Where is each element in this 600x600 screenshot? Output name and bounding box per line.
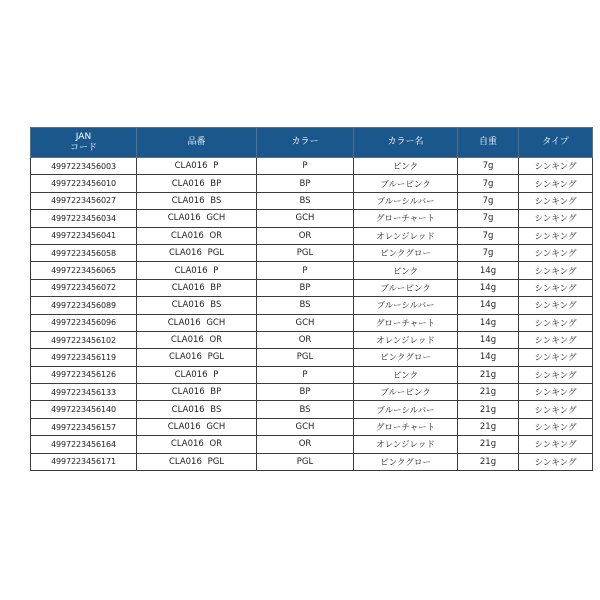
cell-type: シンキング	[519, 279, 593, 296]
cell-color-name: ピンクグロー	[354, 349, 458, 366]
cell-type: シンキング	[519, 175, 593, 192]
cell-product-code: CLA016 P	[137, 366, 257, 383]
table-row	[31, 453, 593, 470]
cell-color-name: ピンクグロー	[354, 244, 458, 261]
cell-type: シンキング	[519, 192, 593, 209]
table-row	[31, 384, 593, 401]
cell-jan-code: 4997223456072	[31, 279, 137, 296]
cell-jan-code: 4997223456133	[31, 384, 137, 401]
table-row	[31, 192, 593, 209]
cell-color-name: ブルーピンク	[354, 384, 458, 401]
cell-jan-code: 4997223456027	[31, 192, 137, 209]
cell-jan-code: 4997223456140	[31, 401, 137, 418]
cell-type: シンキング	[519, 384, 593, 401]
cell-product-code: CLA016 PGL	[137, 453, 257, 470]
cell-product-code: CLA016 BS	[137, 401, 257, 418]
cell-product-code: CLA016 P	[137, 262, 257, 279]
cell-color: BP	[257, 175, 354, 192]
table-row	[31, 331, 593, 348]
cell-color: GCH	[257, 314, 354, 331]
table-row	[31, 297, 593, 314]
header-color-name: カラー名	[354, 128, 458, 158]
cell-product-code: CLA016 PGL	[137, 244, 257, 261]
cell-jan-code: 4997223456034	[31, 210, 137, 227]
cell-color: BP	[257, 279, 354, 296]
table-body	[31, 158, 593, 471]
cell-weight: 21g	[458, 436, 519, 453]
cell-jan-code: 4997223456003	[31, 158, 137, 175]
table-row	[31, 349, 593, 366]
table-row	[31, 401, 593, 418]
cell-color-name: ブルーシルバー	[354, 297, 458, 314]
cell-jan-code: 4997223456041	[31, 227, 137, 244]
table-row	[31, 210, 593, 227]
cell-weight: 14g	[458, 262, 519, 279]
cell-color-name: ピンク	[354, 366, 458, 383]
cell-weight: 14g	[458, 331, 519, 348]
cell-jan-code: 4997223456065	[31, 262, 137, 279]
cell-jan-code: 4997223456102	[31, 331, 137, 348]
cell-type: シンキング	[519, 227, 593, 244]
cell-weight: 21g	[458, 418, 519, 435]
cell-color: PGL	[257, 349, 354, 366]
cell-jan-code: 4997223456126	[31, 366, 137, 383]
cell-jan-code: 4997223456171	[31, 453, 137, 470]
cell-color: GCH	[257, 418, 354, 435]
cell-product-code: CLA016 GCH	[137, 418, 257, 435]
cell-type: シンキング	[519, 436, 593, 453]
header-weight: 自重	[458, 128, 519, 158]
cell-color: BP	[257, 384, 354, 401]
cell-type: シンキング	[519, 244, 593, 261]
cell-color: OR	[257, 436, 354, 453]
cell-product-code: CLA016 BP	[137, 279, 257, 296]
cell-weight: 7g	[458, 175, 519, 192]
cell-color-name: ブルーピンク	[354, 175, 458, 192]
cell-color: PGL	[257, 244, 354, 261]
cell-product-code: CLA016 GCH	[137, 314, 257, 331]
cell-color: GCH	[257, 210, 354, 227]
cell-weight: 7g	[458, 210, 519, 227]
cell-product-code: CLA016 OR	[137, 227, 257, 244]
cell-color: BS	[257, 401, 354, 418]
cell-product-code: CLA016 BS	[137, 297, 257, 314]
cell-color: BS	[257, 192, 354, 209]
cell-jan-code: 4997223456096	[31, 314, 137, 331]
table-row	[31, 227, 593, 244]
cell-jan-code: 4997223456058	[31, 244, 137, 261]
cell-type: シンキング	[519, 297, 593, 314]
cell-color-name: ピンク	[354, 262, 458, 279]
header-color: カラー	[257, 128, 354, 158]
cell-type: シンキング	[519, 453, 593, 470]
cell-type: シンキング	[519, 158, 593, 175]
cell-color-name: ブルーシルバー	[354, 192, 458, 209]
cell-color-name: グローチャート	[354, 418, 458, 435]
cell-type: シンキング	[519, 210, 593, 227]
cell-type: シンキング	[519, 349, 593, 366]
table-row	[31, 158, 593, 175]
cell-color: P	[257, 262, 354, 279]
cell-weight: 14g	[458, 279, 519, 296]
cell-jan-code: 4997223456089	[31, 297, 137, 314]
cell-weight: 21g	[458, 401, 519, 418]
cell-color-name: オレンジレッド	[354, 227, 458, 244]
cell-product-code: CLA016 P	[137, 158, 257, 175]
cell-weight: 14g	[458, 297, 519, 314]
cell-weight: 14g	[458, 314, 519, 331]
cell-jan-code: 4997223456164	[31, 436, 137, 453]
cell-product-code: CLA016 PGL	[137, 349, 257, 366]
product-spec-table	[30, 127, 593, 471]
cell-type: シンキング	[519, 366, 593, 383]
cell-color: OR	[257, 227, 354, 244]
cell-type: シンキング	[519, 418, 593, 435]
cell-product-code: CLA016 BP	[137, 384, 257, 401]
cell-type: シンキング	[519, 331, 593, 348]
cell-jan-code: 4997223456157	[31, 418, 137, 435]
table-row	[31, 279, 593, 296]
cell-product-code: CLA016 GCH	[137, 210, 257, 227]
cell-weight: 21g	[458, 384, 519, 401]
cell-weight: 7g	[458, 158, 519, 175]
cell-product-code: CLA016 BP	[137, 175, 257, 192]
cell-product-code: CLA016 BS	[137, 192, 257, 209]
cell-weight: 21g	[458, 366, 519, 383]
cell-weight: 7g	[458, 244, 519, 261]
cell-type: シンキング	[519, 314, 593, 331]
header-product-code: 品番	[137, 128, 257, 158]
cell-type: シンキング	[519, 262, 593, 279]
cell-color-name: グローチャート	[354, 210, 458, 227]
cell-color: BS	[257, 297, 354, 314]
header-type: タイプ	[519, 128, 593, 158]
cell-jan-code: 4997223456010	[31, 175, 137, 192]
cell-color-name: ブルーシルバー	[354, 401, 458, 418]
table-header	[31, 128, 593, 158]
cell-color-name: オレンジレッド	[354, 436, 458, 453]
table-row	[31, 418, 593, 435]
cell-jan-code: 4997223456119	[31, 349, 137, 366]
table-row	[31, 175, 593, 192]
cell-color-name: ピンクグロー	[354, 453, 458, 470]
cell-color-name: グローチャート	[354, 314, 458, 331]
table-row	[31, 262, 593, 279]
cell-color-name: オレンジレッド	[354, 331, 458, 348]
table-row	[31, 314, 593, 331]
cell-product-code: CLA016 OR	[137, 436, 257, 453]
cell-color: PGL	[257, 453, 354, 470]
cell-weight: 14g	[458, 349, 519, 366]
cell-weight: 7g	[458, 192, 519, 209]
header-jan-code: JAN コード	[31, 128, 137, 158]
cell-color-name: ブルーピンク	[354, 279, 458, 296]
cell-color-name: ピンク	[354, 158, 458, 175]
cell-weight: 7g	[458, 227, 519, 244]
cell-product-code: CLA016 OR	[137, 331, 257, 348]
table-row	[31, 366, 593, 383]
table-row	[31, 436, 593, 453]
header-row	[31, 128, 593, 158]
cell-weight: 21g	[458, 453, 519, 470]
cell-type: シンキング	[519, 401, 593, 418]
cell-color: OR	[257, 331, 354, 348]
cell-color: P	[257, 366, 354, 383]
cell-color: P	[257, 158, 354, 175]
table-row	[31, 244, 593, 261]
